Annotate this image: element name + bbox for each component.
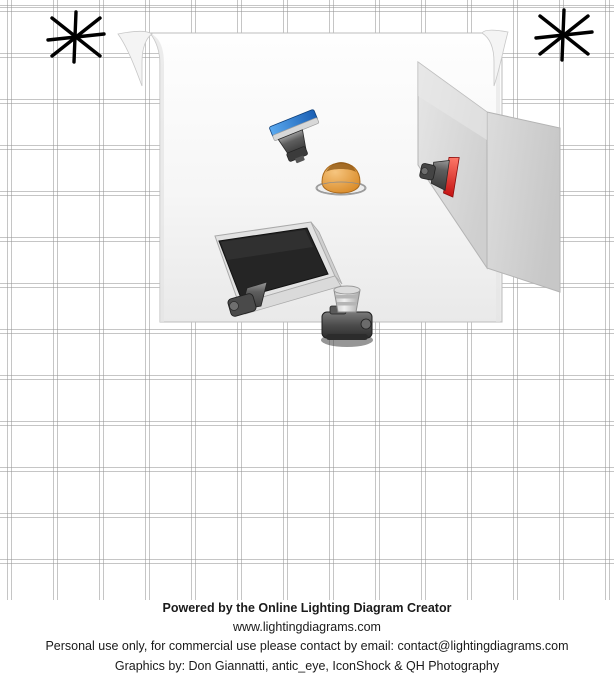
light-burst-marker-left[interactable] — [48, 12, 104, 62]
footer-license: Personal use only, for commercial use please contact by email: contact@lightingdiagrams.com — [45, 639, 569, 653]
footer-powered-by: Powered by the Online Lighting Diagram Creator — [162, 601, 452, 615]
footer-credits — [0, 598, 614, 676]
footer-graphics-credit: Graphics by: Don Giannatti, antic_eye, IconShock & QH Photography — [114, 659, 500, 673]
footer-website[interactable]: www.lightingdiagrams.com — [233, 620, 381, 634]
light-burst-marker-right[interactable] — [536, 10, 592, 60]
